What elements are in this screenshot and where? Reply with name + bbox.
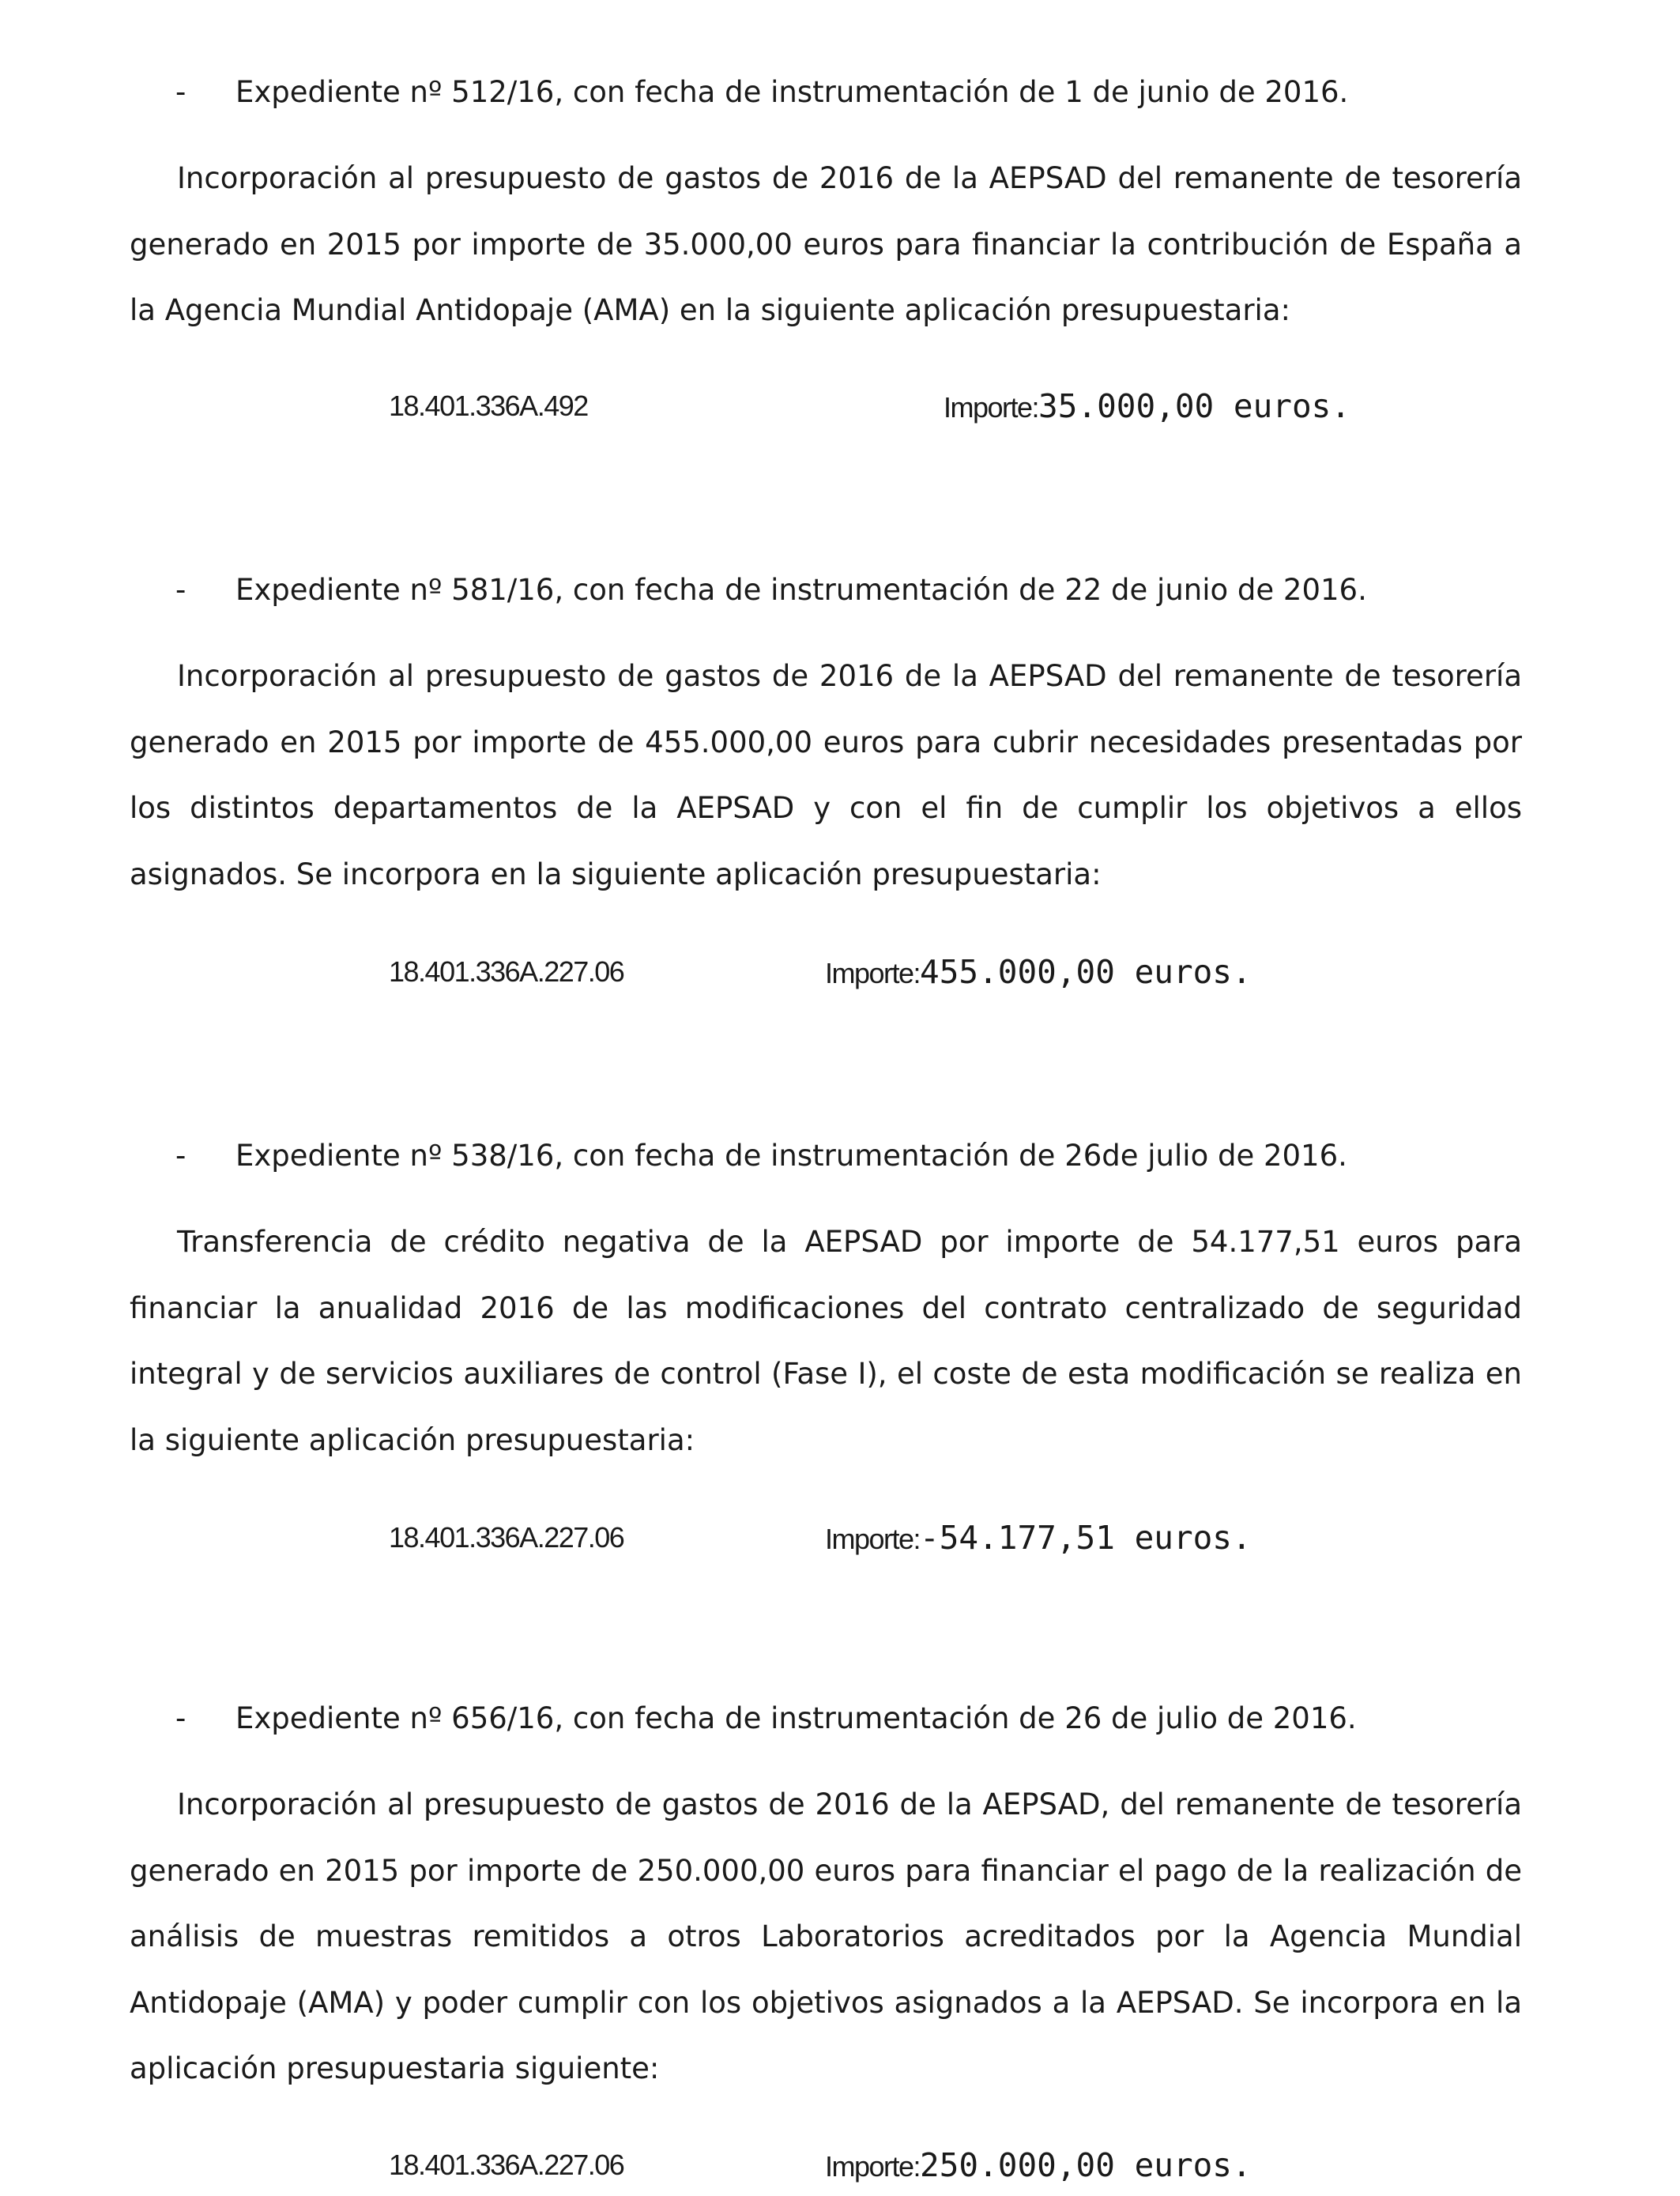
budget-code: 18.401.336A.227.06	[389, 2149, 624, 2181]
expediente-body-581: Incorporación al presupuesto de gastos de 2016 de la AEPSAD del remanente de tesorería generado en 2015 por importe de 455.000,00 euros para cubrir necesidades presentadas por los distintos departamentos de la AEPSAD y con el fin de cumplir los objetivos a ellos asignados. Se incorpora en la siguiente aplicación presupuestaria:	[130, 659, 1522, 891]
amount-value: 455.000,00 euros.	[920, 953, 1252, 991]
amount	[825, 948, 1252, 1003]
bullet-dash: -	[175, 1701, 186, 1735]
expediente-heading-text: Expediente nº 581/16, con fecha de instrumentación de 22 de junio de 2016.	[235, 573, 1367, 607]
expediente-body-512: Incorporación al presupuesto de gastos de 2016 de la AEPSAD del remanente de tesorería generado en 2015 por importe de 35.000,00 euros para financiar la contribución de España a la Agencia Mundial Antidopaje (AMA) en la siguiente aplicación presupuestaria:	[130, 161, 1522, 327]
amount	[825, 2141, 1252, 2196]
expediente-heading-656	[0, 1699, 1680, 1738]
budget-entry-538	[0, 1514, 1680, 1561]
expediente-heading-581	[0, 571, 1680, 610]
amount-label: Importe:	[825, 1523, 921, 1555]
budget-entry-512	[0, 382, 1680, 430]
expediente-body-538: Transferencia de crédito negativa de la AEPSAD por importe de 54.177,51 euros para financiar la anualidad 2016 de las modificaciones del contrato centralizado de seguridad integral y de servicios auxiliares de control (Fase I), el coste de esta modificación se realiza en la siguiente aplicación presupuestaria:	[130, 1225, 1522, 1457]
amount-label: Importe:	[825, 2150, 921, 2183]
amount-label: Importe:	[944, 391, 1039, 424]
amount-value: -54.177,51 euros.	[920, 1519, 1252, 1557]
amount	[944, 382, 1350, 437]
bullet-dash: -	[175, 573, 186, 607]
expediente-heading-538	[0, 1136, 1680, 1176]
budget-entry-656	[0, 2141, 1680, 2189]
budget-entry-581	[0, 948, 1680, 996]
bullet-dash: -	[175, 75, 186, 109]
amount	[825, 1514, 1252, 1569]
expediente-heading-text: Expediente nº 538/16, con fecha de instrumentación de 26de julio de 2016.	[235, 1139, 1347, 1173]
budget-code: 18.401.336A.227.06	[389, 955, 624, 988]
expediente-heading-512	[0, 73, 1680, 112]
expediente-heading-text: Expediente nº 512/16, con fecha de instrumentación de 1 de junio de 2016.	[235, 75, 1349, 109]
expediente-heading-text: Expediente nº 656/16, con fecha de instrumentación de 26 de julio de 2016.	[235, 1701, 1357, 1735]
expediente-body-656: Incorporación al presupuesto de gastos de 2016 de la AEPSAD, del remanente de tesorería generado en 2015 por importe de 250.000,00 euros para financiar el pago de la realización de análisis de muestras remitidos a otros Laboratorios acreditados por la Agencia Mundial Antidopaje (AMA) y poder cumplir con los objetivos asignados a la AEPSAD. Se incorpora en la aplicación presupuestaria siguiente:	[130, 1787, 1522, 2085]
amount-value: 35.000,00 euros.	[1038, 387, 1350, 425]
budget-code: 18.401.336A.227.06	[389, 1521, 624, 1554]
bullet-dash: -	[175, 1139, 186, 1173]
amount-label: Importe:	[825, 957, 921, 989]
budget-code: 18.401.336A.492	[389, 390, 588, 422]
amount-value: 250.000,00 euros.	[920, 2146, 1252, 2184]
